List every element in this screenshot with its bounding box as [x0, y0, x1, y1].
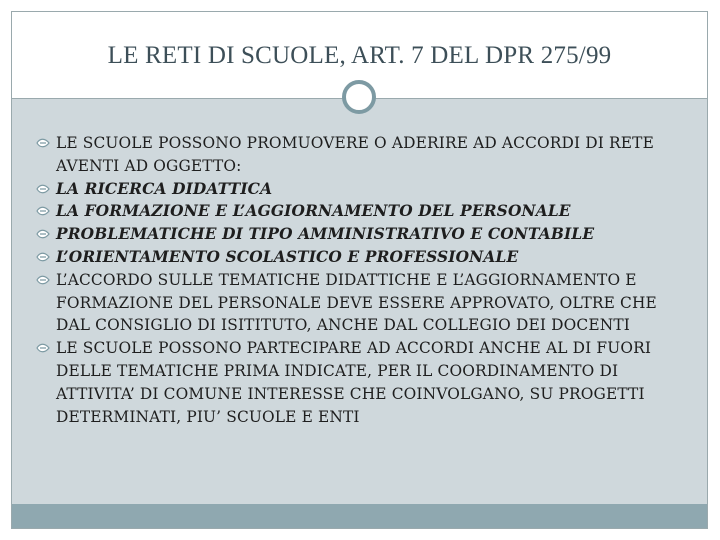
bullet-list [12, 132, 707, 428]
bullet-item [12, 178, 707, 201]
bullet-item [12, 200, 707, 223]
leaf-arrow-bullet-icon [36, 274, 50, 286]
leaf-arrow-bullet-icon [36, 205, 50, 217]
leaf-arrow-bullet-icon [36, 183, 50, 195]
bullet-item [12, 223, 707, 246]
bullet-item [12, 269, 707, 337]
bullet-text: LE SCUOLE POSSONO PROMUOVERE O ADERIRE AD ACCORDI DI RETE AVENTI AD OGGETTO: [56, 134, 654, 175]
bullet-text: LA FORMAZIONE E L’AGGIORNAMENTO DEL PERSONALE [56, 202, 571, 221]
bullet-item [12, 132, 707, 178]
leaf-arrow-bullet-icon [36, 137, 50, 149]
bullet-text: L’ACCORDO SULLE TEMATICHE DIDATTICHE E L’AGGIORNAMENTO E FORMAZIONE DEL PERSONALE DEVE ESSERE APPROVATO, OLTRE CHE DAL CONSIGLIO DI ISITITUTO, ANCHE DAL COLLEGIO DEI DOCENTI [56, 270, 657, 335]
bullet-text: L’ORIENTAMENTO SCOLASTICO E PROFESSIONALE [56, 247, 519, 266]
bullet-text: LE SCUOLE POSSONO PARTECIPARE AD ACCORDI ANCHE AL DI FUORI DELLE TEMATICHE PRIMA INDICATE, PER IL COORDINAMENTO DI ATTIVITA’ DI COMUNE INTERESSE CHE COINVOLGANO, SU PROGETTI DETERMINATI, PIU’ SCUOLE E ENTI [56, 339, 652, 426]
slide-footer-bar [12, 504, 707, 528]
bullet-text: PROBLEMATICHE DI TIPO AMMINISTRATIVO E CONTABILE [56, 225, 595, 244]
slide-title: LE RETI DI SCUOLE, ART. 7 DEL DPR 275/99 [107, 42, 612, 69]
slide [11, 11, 708, 529]
slide-content [12, 99, 707, 505]
bullet-item [12, 246, 707, 269]
bullet-item [12, 337, 707, 428]
decorative-ring-icon [342, 80, 376, 114]
leaf-arrow-bullet-icon [36, 228, 50, 240]
leaf-arrow-bullet-icon [36, 342, 50, 354]
bullet-text: LA RICERCA DIDATTICA [56, 179, 273, 198]
leaf-arrow-bullet-icon [36, 251, 50, 263]
